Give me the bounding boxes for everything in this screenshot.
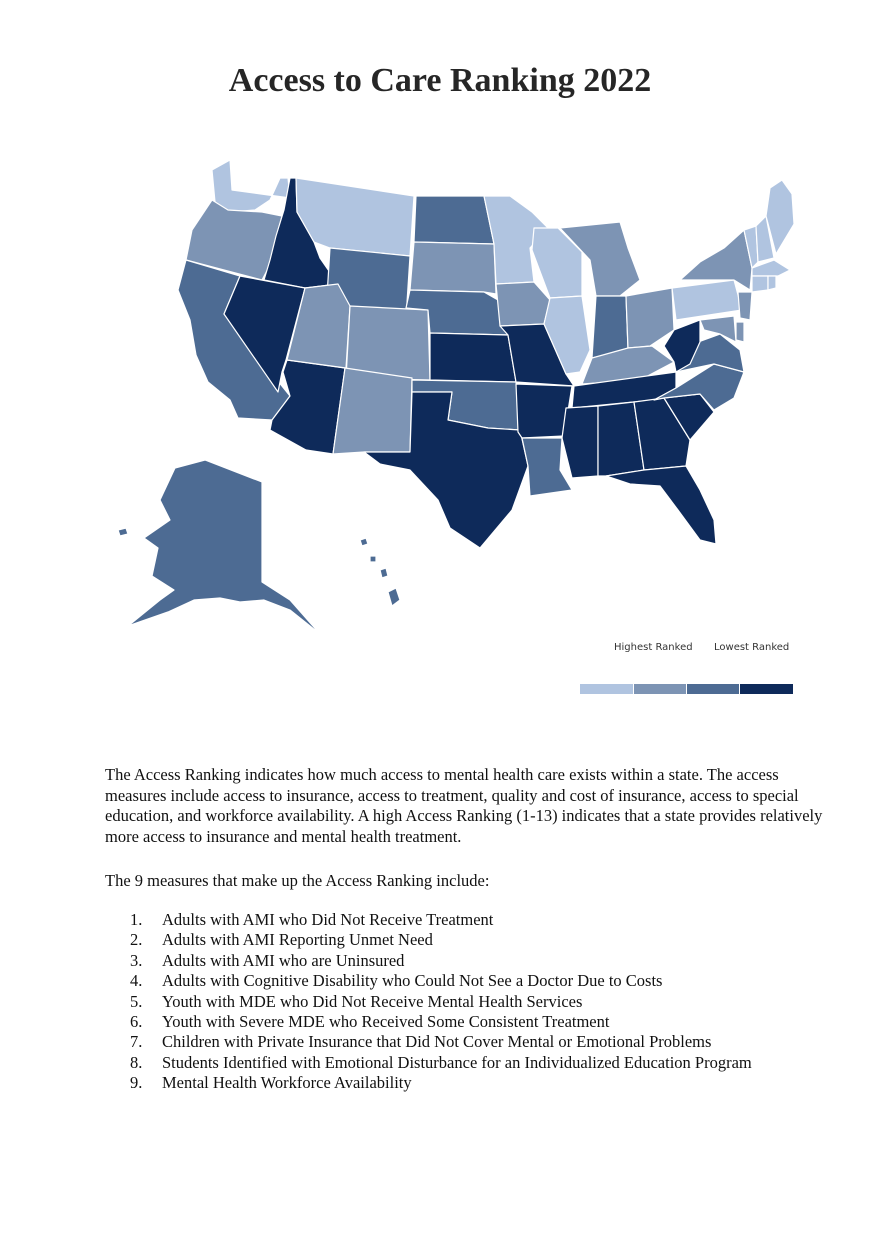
list-item: 2. Adults with AMI Reporting Unmet Need <box>130 930 433 950</box>
state-ms[interactable] <box>562 406 598 478</box>
legend-swatch-2 <box>634 684 686 694</box>
state-ks[interactable] <box>430 333 516 382</box>
list-item: 6. Youth with Severe MDE who Received Some Consistent Treatment <box>130 1012 610 1032</box>
legend-label-lowest: Lowest Ranked <box>714 642 790 653</box>
state-ri[interactable] <box>768 276 776 290</box>
list-item: 9. Mental Health Workforce Availability <box>130 1073 412 1093</box>
state-fl[interactable] <box>606 466 716 544</box>
state-sd[interactable] <box>410 242 496 294</box>
measures-list <box>130 910 752 1094</box>
legend-swatch-3 <box>687 684 739 694</box>
description-text: The Access Ranking indicates how much access to mental health care exists within a state. The access measures include access to insurance, access to treatment, quality and cost of insurance, access to special education, and workforce availability. A high Access Ranking (1-13) indicates that a state provides relatively more access to insurance and mental health treatment. <box>105 765 823 846</box>
list-item: 4. Adults with Cognitive Disability who Could Not See a Doctor Due to Costs <box>130 971 663 991</box>
state-wa[interactable] <box>212 160 290 212</box>
state-ak-islands <box>118 528 128 536</box>
state-nm[interactable] <box>333 368 412 454</box>
legend-color-scale <box>580 684 793 694</box>
state-de[interactable] <box>736 322 744 342</box>
state-ct[interactable] <box>752 276 768 292</box>
legend-swatch-1 <box>580 684 633 694</box>
list-item: 3. Adults with AMI who are Uninsured <box>130 950 405 970</box>
state-nd[interactable] <box>414 196 494 244</box>
state-pa[interactable] <box>672 280 742 320</box>
list-item: 8. Students Identified with Emotional Disturbance for an Individualized Education Program <box>130 1052 752 1072</box>
description <box>105 765 825 847</box>
list-item: 1. Adults with AMI who Did Not Receive Treatment <box>130 910 494 929</box>
legend-swatch-4 <box>740 684 793 694</box>
page-title: Access to Care Ranking 2022 <box>228 62 652 99</box>
state-oh[interactable] <box>626 288 674 348</box>
legend-label-highest: Highest Ranked <box>614 642 693 653</box>
state-ia[interactable] <box>496 282 550 326</box>
state-in[interactable] <box>592 296 628 358</box>
state-co[interactable] <box>346 306 430 380</box>
list-item: 7. Children with Private Insurance that Did Not Cover Mental or Emotional Problems <box>130 1032 712 1052</box>
state-nj[interactable] <box>738 292 752 320</box>
state-ny[interactable] <box>680 230 752 290</box>
state-ak[interactable] <box>128 460 320 634</box>
state-hi[interactable] <box>360 538 400 606</box>
measures-intro: The 9 measures that make up the Access Ranking include: <box>105 871 490 890</box>
list-item: 5. Youth with MDE who Did Not Receive Mental Health Services <box>130 991 583 1011</box>
